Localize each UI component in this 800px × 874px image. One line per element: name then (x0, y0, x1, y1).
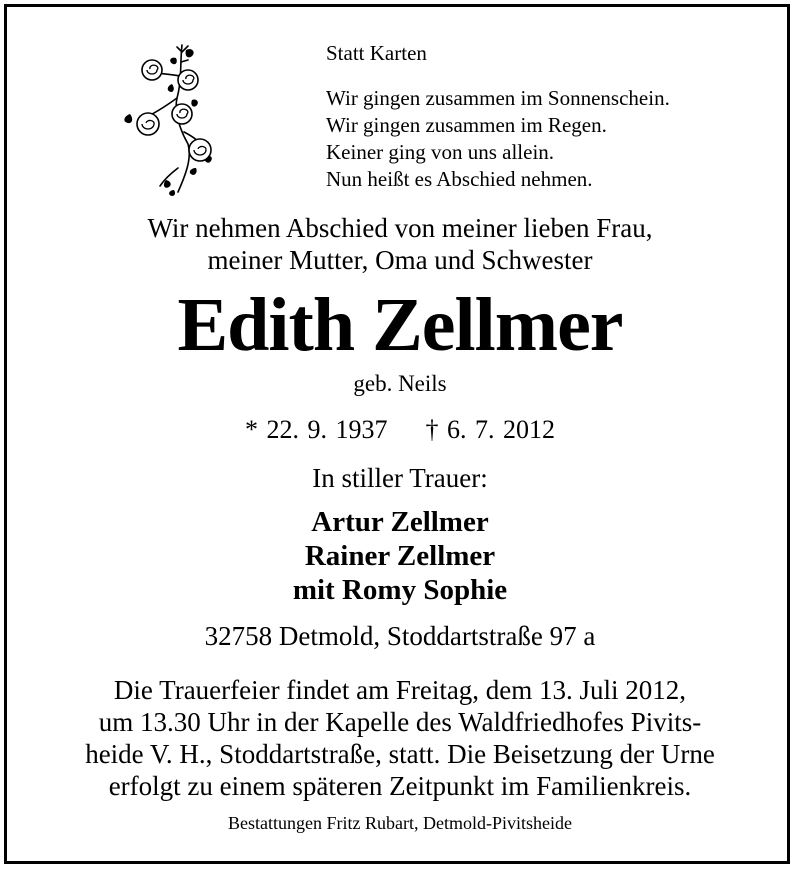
roses-icon (112, 40, 218, 196)
death-date: † 6. 7. 2012 (425, 415, 555, 444)
farewell-intro (0, 212, 800, 276)
poem-line: Nun heißt es Abschied nehmen. (326, 167, 593, 191)
family-member: Rainer Zellmer (304, 540, 496, 572)
intro-text (326, 40, 670, 193)
mourning-label: In stiller Trauer: (312, 463, 488, 493)
statt-karten-heading: Statt Karten (326, 41, 427, 65)
farewell-line: Wir nehmen Abschied von meiner lieben Frau, (147, 213, 653, 243)
service-line: um 13.30 Uhr in der Kapelle des Waldfriedhofes Pivits- (98, 707, 702, 737)
family-member: mit Romy Sophie (292, 574, 508, 606)
service-line: erfolgt zu einem späteren Zeitpunkt im Familienkreis. (108, 771, 692, 801)
poem-line: Wir gingen zusammen im Regen. (326, 113, 607, 137)
service-details (0, 674, 800, 802)
life-dates (0, 414, 800, 446)
birth-date: * 22. 9. 1937 (245, 415, 388, 444)
funeral-home: Bestattungen Fritz Rubart, Detmold-Pivitsheide (228, 813, 572, 833)
poem-line: Wir gingen zusammen im Sonnenschein. (326, 86, 670, 110)
family-names (0, 505, 800, 607)
address: 32758 Detmold, Stoddartstraße 97 a (204, 621, 596, 651)
farewell-line: meiner Mutter, Oma und Schwester (207, 245, 593, 275)
family-member: Artur Zellmer (311, 506, 489, 538)
service-line: heide V. H., Stoddartstraße, statt. Die Beisetzung der Urne (85, 739, 715, 769)
poem (326, 85, 670, 193)
deceased-name: Edith Zellmer (177, 283, 623, 367)
poem-line: Keiner ging von uns allein. (326, 140, 555, 164)
service-line: Die Trauerfeier findet am Freitag, dem 13. Juli 2012, (113, 675, 687, 705)
maiden-name: geb. Neils (353, 371, 447, 396)
